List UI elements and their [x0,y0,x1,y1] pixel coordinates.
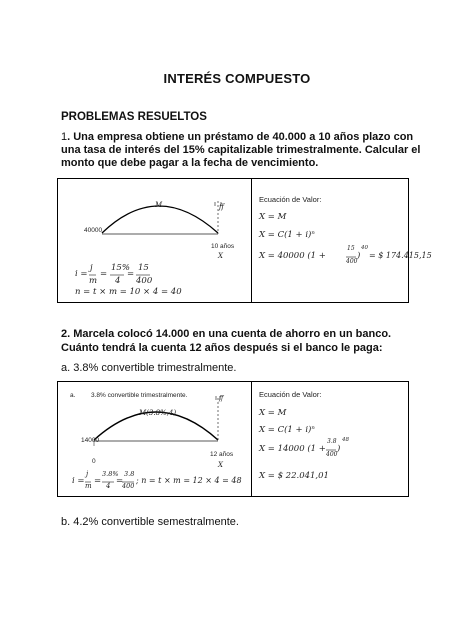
figure-1-arrow-label: ff [219,203,224,211]
figure-2-frac2-num: 3.8% [102,470,119,478]
problem-1-number: 1 [61,131,68,143]
figure-2-frac3-num: 3.8 [124,470,135,478]
figure-2-frac1-den: m [85,482,92,490]
figure-1-frac1-num: j [90,263,93,273]
figure-1-growth-curve [102,206,218,233]
figure-1-eq-3-paren-open: (1 + [307,251,326,261]
figure-1-x-label: X [218,252,223,260]
figure-2-frac2-den: 4 [106,482,111,490]
figure-2-eq-3 [259,444,326,454]
problem-2-text: 2. Marcela colocó 14.000 en una cuenta de ahorro en un banco. Cuánto tendrá la cuenta 12 años después si el banco le paga: [61,328,392,354]
figure-2-eq-3-frac-num: 3.8 [327,438,337,445]
figure-1-eq-2: X = C(1 + i)ⁿ [259,230,315,240]
figure-2-caption-text: 3.8% convertible trimestralmente. [91,392,188,399]
figure-1-eq-3 [259,251,326,261]
figure-2-eq-1: X = M [259,408,287,418]
figure-1-eq-3-frac-num: 15 [347,245,355,252]
figure-1-eq-sign-2: = [127,269,135,279]
problem-2-option-a: a. 3.8% convertible trimestralmente. [61,362,237,374]
figure-1-time-label: 10 años [211,243,235,250]
figure-2-eq-4: X = $ 22.041,01 [259,471,329,481]
figure-1-eq-3-frac-den: 400 [346,258,358,265]
figure-2-eq-2: X = C(1 + i)ⁿ [259,425,315,435]
figure-2-start-value: 14000 [81,437,100,444]
figure-1-box [57,178,432,303]
figure-2-frac3-den: 400 [122,482,135,490]
problem-1-body: . Una empresa obtiene un préstamo de 40.000 a 10 años plazo con una tasa de interés del 15% capitalizable trimestralmente. Calcular el monto que debe pagar a la fecha de vencimiento. [61,131,421,169]
figure-2-n-equation: ; n = t × m = 12 × 4 = 48 [136,476,242,485]
figure-2-x-label: X [218,461,223,469]
figure-2-eq-heading: Ecuación de Valor: [259,390,322,399]
figure-2-time-label: 12 años [210,451,234,458]
figure-1-start-value: 40000 [84,227,103,234]
figure-1-curve-label: M [155,201,163,209]
figure-1-eq-3-a: X = 40000 [259,251,305,261]
figure-1-eq-heading: Ecuación de Valor: [259,195,322,204]
figure-1-n-equation: n = t × m = 10 × 4 = 40 [75,287,182,297]
figure-1-eq-sign-1: = [100,269,108,279]
figure-2-arrow-label: ff [219,395,224,402]
figure-1-frac3-den: 400 [136,276,153,286]
figure-2-box [57,381,409,497]
figure-1-eq-1: X = M [259,212,287,222]
figure-1-frac2-den: 4 [115,276,121,286]
figure-2-i-lhs: i = [72,476,85,486]
figure-2-curve-label: M(3.8%,4) [139,409,177,417]
figure-1-frac1-den: m [89,276,98,286]
page-title: INTERÉS COMPUESTO [163,71,311,86]
figure-2-eq-3-a: X = 14000 [259,444,305,454]
section-heading: PROBLEMAS RESUELTOS [61,111,207,123]
figure-1-diagram [58,179,408,302]
figure-1-eq-3-exponent: 40 [361,245,368,251]
figure-1-frac2-num: 15% [111,263,130,273]
problem-2-option-b: b. 4.2% convertible semestralmente. [61,516,239,528]
figure-2-eq-3-exponent: 48 [342,437,349,443]
figure-2-eq-3-paren-open: (1 + [307,444,326,454]
figure-2-origin-label: 0 [92,458,96,465]
figure-2-eq-sign-2: = [116,476,124,486]
figure-1-eq-3-result: = $ 174.415,15 [369,251,432,260]
figure-1-eq-3-paren-close: ) [357,251,361,261]
figure-2-caption-letter: a. [70,392,76,399]
figure-2-frac1-num: j [86,470,89,478]
figure-2-eq-3-frac-den: 400 [326,451,338,458]
figure-2-eq-sign-1: = [94,476,102,486]
figure-1-i-lhs: i = [75,269,88,279]
figure-1-frac3-num: 15 [138,263,149,273]
figure-2-eq-3-paren-close: ) [337,444,341,454]
problem-1-text [61,131,421,170]
